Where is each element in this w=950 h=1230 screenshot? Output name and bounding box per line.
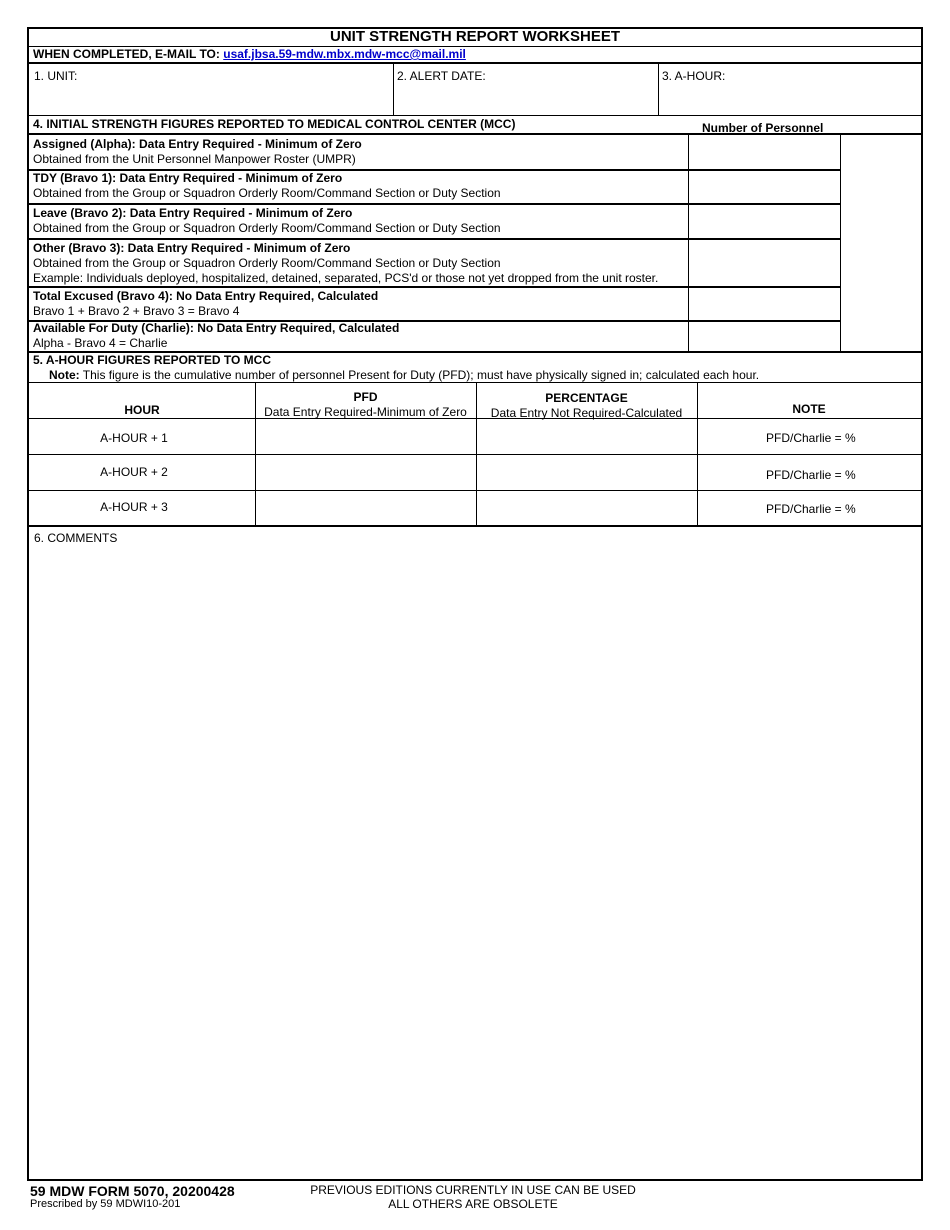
pfd-charlie-note: PFD/Charlie = % <box>766 502 856 516</box>
row-line: Alpha - Bravo 4 = Charlie <box>33 336 168 350</box>
editions-line-1: PREVIOUS EDITIONS CURRENTLY IN USE CAN BE USED <box>310 1183 636 1197</box>
note-label: Note: <box>49 368 80 382</box>
alpha-input[interactable] <box>691 136 841 168</box>
note-text: This figure is the cumulative number of personnel Present for Duty (PFD); must have physically signed in; calculated each hour. <box>79 368 760 382</box>
percentage-column-subtitle: Data Entry Not Required-Calculated <box>490 406 683 420</box>
hour-column-header: HOUR <box>124 403 160 417</box>
comments-textarea[interactable] <box>33 549 919 1177</box>
unit-label: 1. UNIT: <box>34 69 78 83</box>
a-hour-input[interactable] <box>739 65 923 115</box>
unit-strength-form <box>27 27 923 1181</box>
pfd-column-title: PFD <box>353 390 378 404</box>
prescribed-by: Prescribed by 59 MDWI10-201 <box>30 1198 181 1210</box>
a-hour-label: 3. A-HOUR: <box>662 69 726 83</box>
form-title: UNIT STRENGTH REPORT WORKSHEET <box>329 28 620 45</box>
number-of-personnel-header: Number of Personnel <box>702 121 824 135</box>
row-title: TDY (Bravo 1): Data Entry Required - Minimum of Zero <box>33 171 343 185</box>
pfd-column-subtitle: Data Entry Required-Minimum of Zero <box>264 405 467 419</box>
row-title: Available For Duty (Charlie): No Data Entry Required, Calculated <box>33 321 400 335</box>
pfd-charlie-note: PFD/Charlie = % <box>766 431 856 445</box>
hour-label: A-HOUR + 2 <box>100 465 168 479</box>
row-title: Leave (Bravo 2): Data Entry Required - Minimum of Zero <box>33 206 353 220</box>
form-number: 59 MDW FORM 5070, 20200428 <box>30 1183 235 1199</box>
row-title: Assigned (Alpha): Data Entry Required - Minimum of Zero <box>33 137 362 151</box>
note-column-header: NOTE <box>792 402 826 416</box>
editions-line-2: ALL OTHERS ARE OBSOLETE <box>388 1197 558 1211</box>
unit-input[interactable] <box>89 65 393 115</box>
comments-label: 6. COMMENTS <box>34 531 118 545</box>
bravo2-input[interactable] <box>691 206 841 238</box>
row-line: Obtained from the Group or Squadron Orderly Room/Command Section or Duty Section <box>33 186 501 200</box>
row-line: Obtained from the Unit Personnel Manpower Roster (UMPR) <box>33 152 356 166</box>
section4-heading: 4. INITIAL STRENGTH FIGURES REPORTED TO MEDICAL CONTROL CENTER (MCC) <box>33 117 516 131</box>
row-line: Obtained from the Group or Squadron Orderly Room/Command Section or Duty Section <box>33 221 501 235</box>
row-title: Other (Bravo 3): Data Entry Required - Minimum of Zero <box>33 241 351 255</box>
pfd-charlie-note: PFD/Charlie = % <box>766 468 856 482</box>
alert-date-input[interactable] <box>499 65 658 115</box>
bravo1-input[interactable] <box>691 172 841 203</box>
row-line: Example: Individuals deployed, hospitalized, detained, separated, PCS'd or those not yet dropped from the unit roster. <box>33 271 659 285</box>
pfd-input-3[interactable] <box>258 493 477 526</box>
row-title: Total Excused (Bravo 4): No Data Entry Required, Calculated <box>33 289 379 303</box>
section5-heading: 5. A-HOUR FIGURES REPORTED TO MCC <box>33 353 272 367</box>
percentage-column-title: PERCENTAGE <box>545 391 628 405</box>
pfd-input-1[interactable] <box>258 421 477 455</box>
email-line <box>33 47 466 61</box>
section5-note <box>49 368 759 382</box>
row-line: Bravo 1 + Bravo 2 + Bravo 3 = Bravo 4 <box>33 304 240 318</box>
row-line: Obtained from the Group or Squadron Orderly Room/Command Section or Duty Section <box>33 256 501 270</box>
pfd-input-2[interactable] <box>258 457 477 491</box>
hour-label: A-HOUR + 3 <box>100 500 168 514</box>
bravo3-input[interactable] <box>691 241 841 285</box>
alert-date-label: 2. ALERT DATE: <box>397 69 486 83</box>
email-link[interactable]: usaf.jbsa.59-mdw.mbx.mdw-mcc@mail.mil <box>223 47 466 61</box>
email-label: WHEN COMPLETED, E-MAIL TO: <box>33 47 220 61</box>
hour-label: A-HOUR + 1 <box>100 431 168 445</box>
